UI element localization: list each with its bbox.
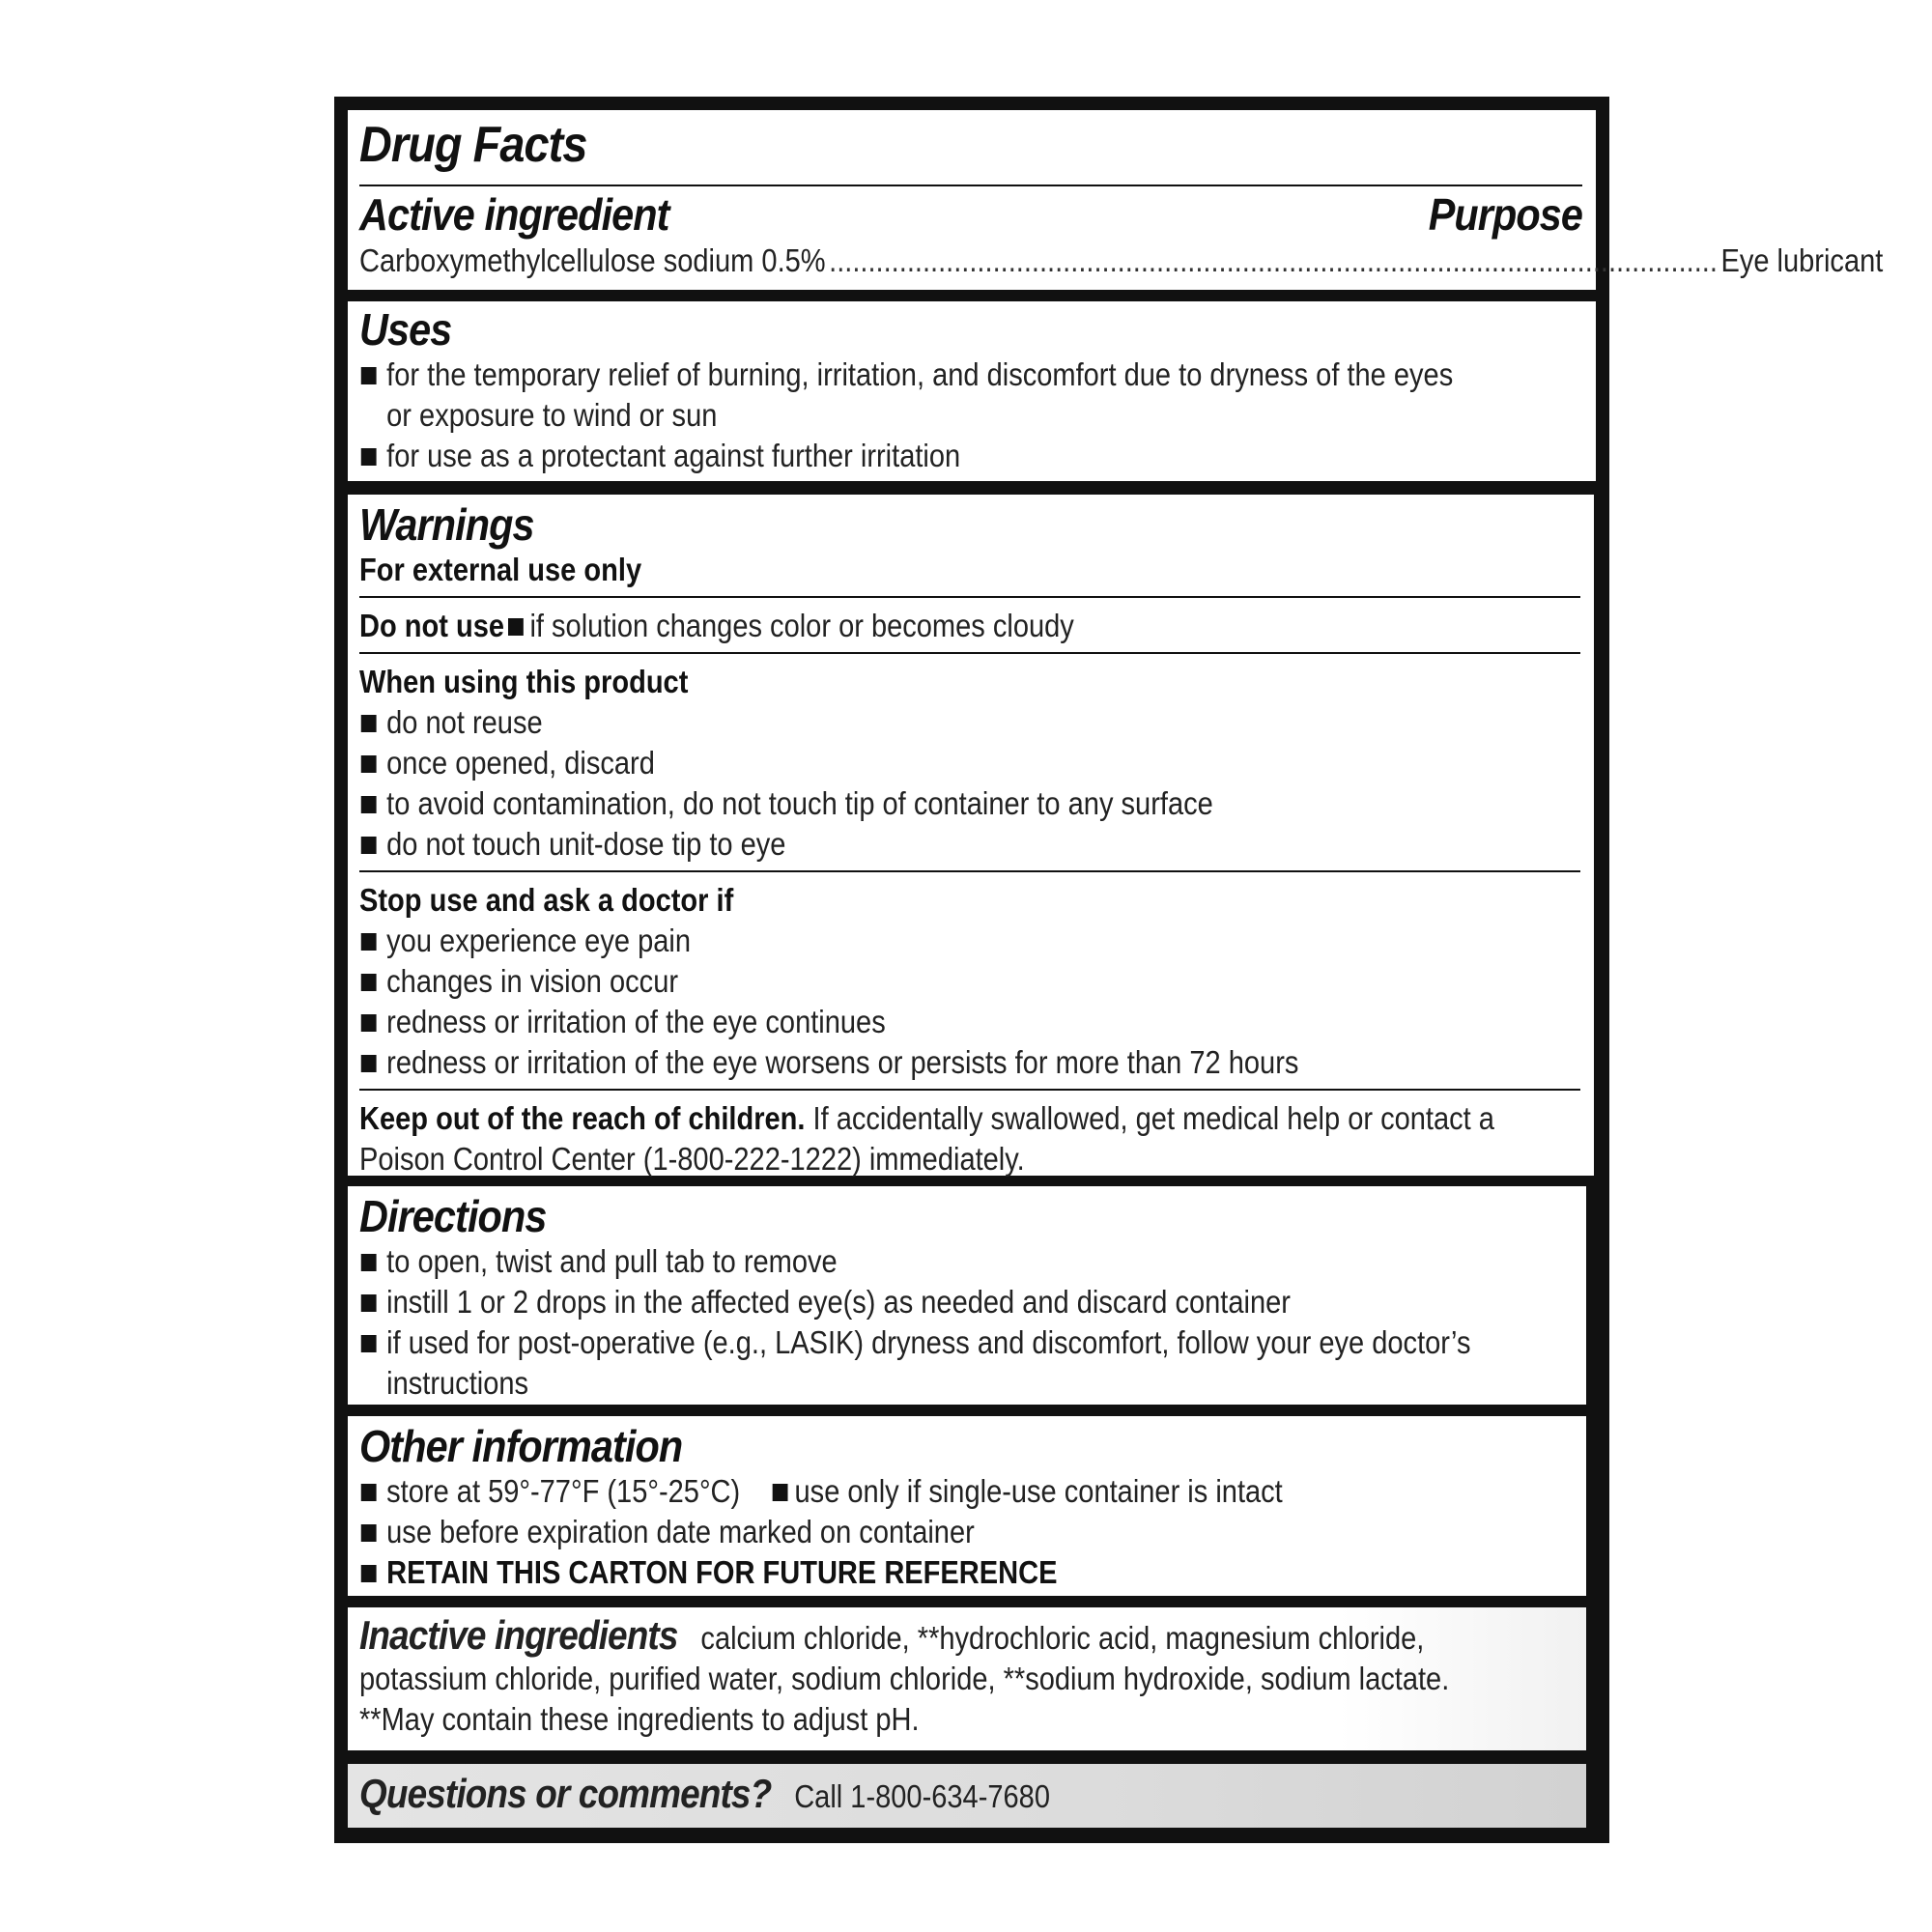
list-item: use before expiration date marked on container [359, 1512, 1427, 1552]
inactive-ingredients-heading: Inactive ingredients [359, 1612, 678, 1658]
warnings-box [348, 495, 1594, 1176]
bullet-square-icon [361, 974, 377, 991]
bullet-square-icon [361, 448, 377, 466]
purpose-value: Eye lubricant [1720, 242, 1884, 279]
questions-heading: Questions or comments? [359, 1771, 772, 1816]
active-ingredient-heading: Active ingredient [359, 189, 669, 241]
list-item: you experience eye pain [359, 921, 1434, 961]
keep-out-line: Keep out of the reach of children. If accidentally swallowed, get medical help or contact a [359, 1099, 1494, 1136]
active-ingredient-box [348, 110, 1884, 290]
list-item: redness or irritation of the eye worsens or persists for more than 72 hours [359, 1042, 1434, 1083]
bullet-square-icon [361, 837, 377, 854]
when-using-label: When using this product [359, 663, 689, 699]
list-item: if used for post-operative (e.g., LASIK) dryness and discomfort, follow your eye doctor’s [359, 1322, 1427, 1363]
list-item: do not touch unit-dose tip to eye [359, 824, 1434, 865]
bullet-square-icon [508, 618, 524, 636]
purpose-heading: Purpose [1428, 189, 1582, 241]
uses-box [348, 301, 1596, 481]
active-ingredient-name: Carboxymethylcellulose sodium 0.5% [359, 242, 826, 279]
bullet-square-icon [361, 1055, 377, 1072]
list-item: do not reuse [359, 702, 1434, 743]
bullet-square-icon [361, 1014, 377, 1032]
bullet-square-icon [361, 1565, 377, 1582]
list-item: for the temporary relief of burning, irritation, and discomfort due to dryness of the eyes [359, 355, 1435, 395]
active-ingredient-row [359, 241, 1884, 281]
bullet-square-icon [361, 933, 377, 951]
bullet-square-icon [773, 1484, 788, 1501]
questions-line [359, 1772, 1427, 1817]
bullet-square-icon [361, 1335, 377, 1352]
list-item: redness or irritation of the eye continues [359, 1002, 1434, 1042]
bullet-square-icon [361, 715, 377, 732]
leader-dots: .................................................................................................................. [829, 242, 1718, 279]
inactive-ingredients-box [348, 1607, 1586, 1750]
list-item: to open, twist and pull tab to remove [359, 1241, 1427, 1282]
uses-heading: Uses [359, 304, 452, 355]
list-item: once opened, discard [359, 743, 1434, 783]
list-item-continuation: or exposure to wind or sun [386, 396, 718, 433]
directions-box [348, 1186, 1586, 1405]
bullet-square-icon [361, 367, 377, 384]
directions-heading: Directions [359, 1191, 547, 1241]
bullet-square-icon [361, 1294, 377, 1312]
bullet-square-icon [361, 1484, 377, 1501]
other-information-box [348, 1416, 1586, 1596]
keep-out-continuation: Poison Control Center (1-800-222-1222) immediately. [359, 1140, 1025, 1177]
list-item: RETAIN THIS CARTON FOR FUTURE REFERENCE [359, 1552, 1427, 1593]
list-item: to avoid contamination, do not touch tip of container to any surface [359, 783, 1434, 824]
inactive-ingredients-line: potassium chloride, purified water, sodium chloride, **sodium hydroxide, sodium lactate. [359, 1661, 1450, 1696]
list-item: store at 59°-77°F (15°-25°C) use only if single-use container is intact [359, 1471, 1427, 1512]
list-item: changes in vision occur [359, 961, 1434, 1002]
inactive-ingredients-note: **May contain these ingredients to adjust pH. [359, 1701, 920, 1737]
inactive-ingredients-line: Inactive ingredients calcium chloride, **hydrochloric acid, magnesium chloride, [359, 1612, 1425, 1658]
drug-facts-panel [334, 97, 1884, 1843]
bullet-square-icon [361, 796, 377, 813]
do-not-use-line: Do not use if solution changes color or becomes cloudy [359, 607, 1074, 643]
bullet-square-icon [361, 1524, 377, 1542]
phone-number: Call 1-800-634-7680 [794, 1778, 1050, 1814]
list-item-continuation: instructions [386, 1364, 529, 1401]
bullet-square-icon [361, 1254, 377, 1271]
bullet-square-icon [361, 755, 377, 773]
list-item: instill 1 or 2 drops in the affected eye(s) as needed and discard container [359, 1282, 1427, 1322]
external-use-note: For external use only [359, 551, 642, 587]
page-title: Drug Facts [359, 117, 587, 173]
stop-use-label: Stop use and ask a doctor if [359, 881, 734, 918]
warnings-heading: Warnings [359, 499, 534, 550]
questions-box [348, 1764, 1586, 1828]
other-information-heading: Other information [359, 1421, 683, 1471]
list-item: for use as a protectant against further irritation [359, 436, 1435, 476]
